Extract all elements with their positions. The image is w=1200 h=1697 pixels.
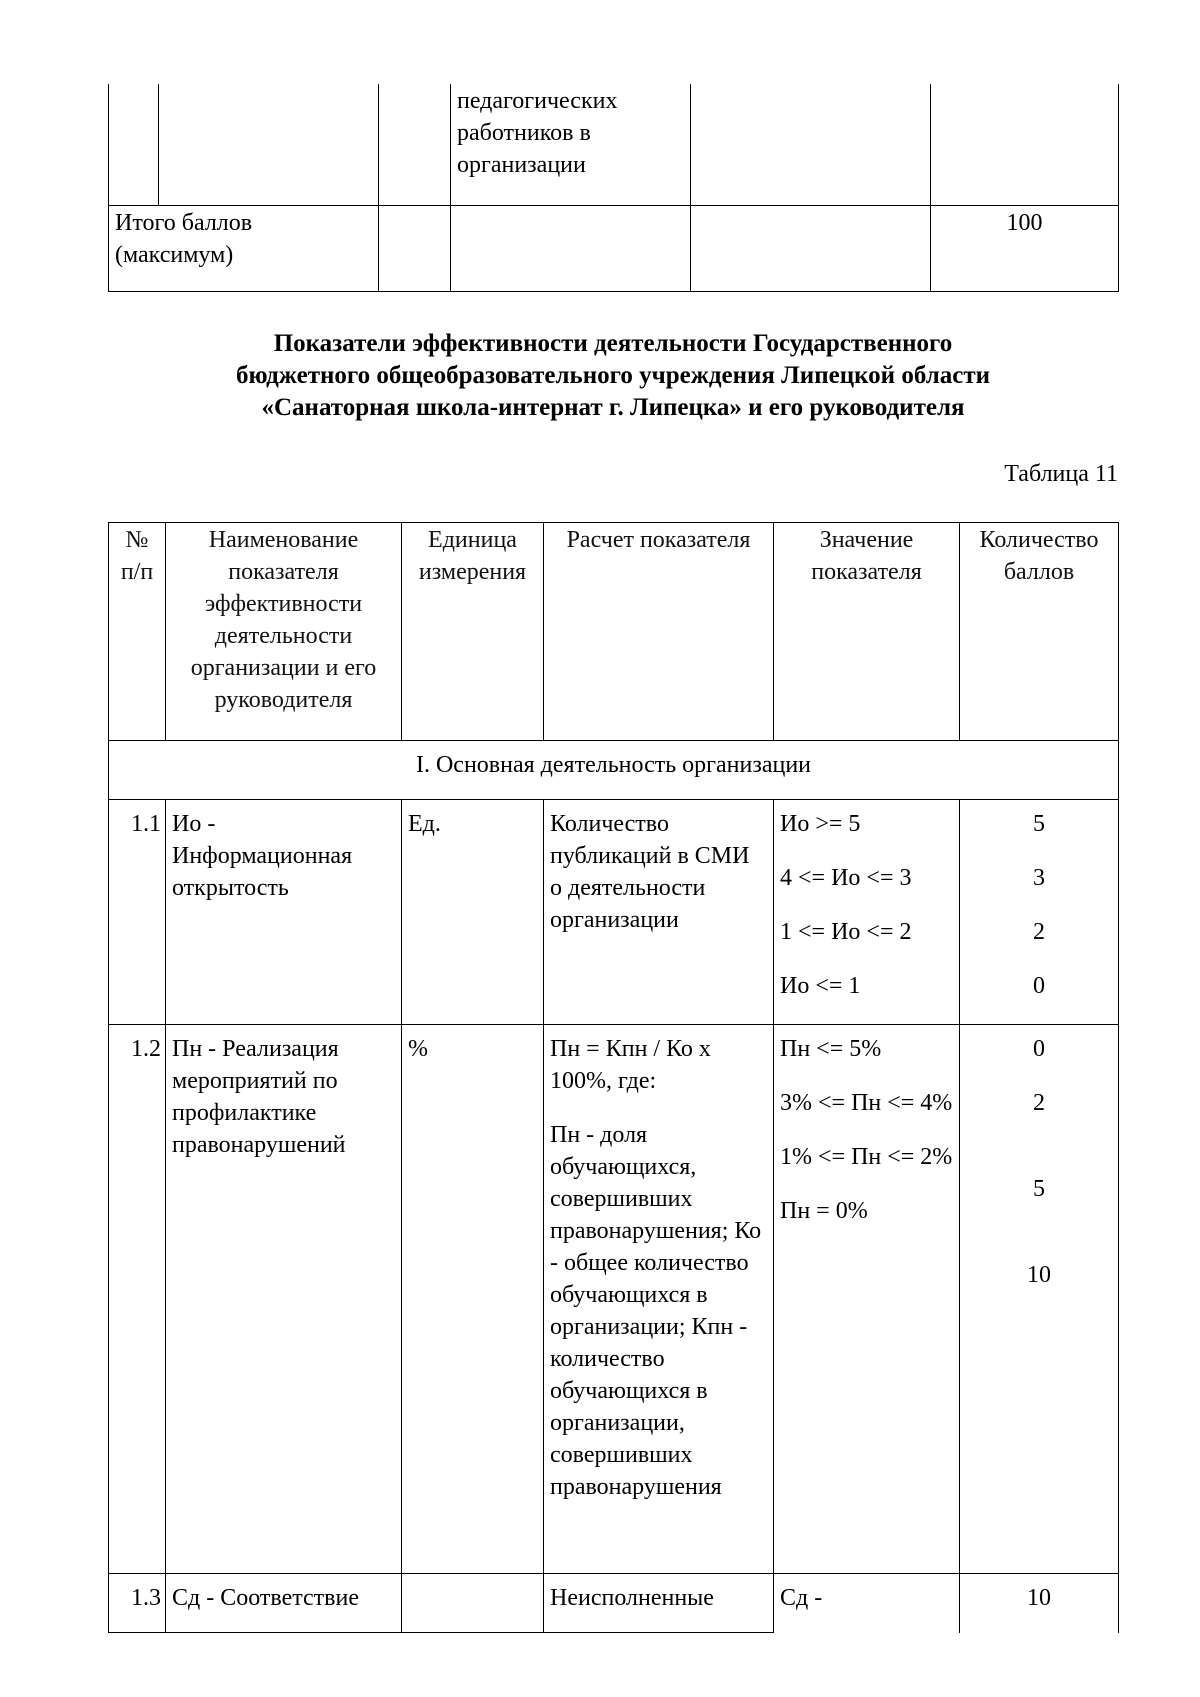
indicator-name: Ио - Информационная открытость [166, 800, 402, 1025]
value-cell [774, 1025, 960, 1574]
unit-cell: Ед. [402, 800, 544, 1025]
row-number: 1.1 [109, 800, 166, 1025]
section-title: I. Основная деятельность организации [109, 741, 1119, 800]
row-number: 1.3 [109, 1574, 166, 1633]
value-line: Ио >= 5 [780, 811, 861, 837]
previous-table-continuation [108, 84, 1119, 292]
calc-formula: Пн = Кпн / Ко x 100%, где: [550, 1036, 711, 1094]
points-line: 0 [1033, 973, 1045, 999]
value-line: 4 <= Ио <= 3 [780, 865, 912, 891]
header-name: Наименование показателя эффективности деятельности организации и его руководителя [166, 523, 402, 741]
table-header-row [109, 523, 1119, 741]
indicator-name: Пн - Реализация мероприятий по профилактике правонарушений [166, 1025, 402, 1574]
points-line: 0 [1033, 1036, 1045, 1062]
value-cell: Сд - [774, 1574, 960, 1633]
points-line: 2 [1033, 919, 1045, 945]
header-calc: Расчет показателя [544, 523, 774, 741]
indicators-table [108, 522, 1119, 1633]
heading-line: бюджетного общеобразовательного учреждения Липецкой области [235, 362, 991, 389]
header-num: № п/п [109, 523, 166, 741]
document-heading [108, 328, 1118, 424]
unit-cell [402, 1574, 544, 1633]
table-cell [379, 84, 451, 206]
header-unit: Единица измерения [402, 523, 544, 741]
heading-line: «Санаторная школа-интернат г. Липецка» и его руководителя [261, 394, 965, 421]
table-row [109, 1574, 1119, 1633]
points-cell [960, 800, 1119, 1025]
header-value: Значение показателя [774, 523, 960, 741]
value-line: 1 <= Ио <= 2 [780, 919, 912, 945]
points-line: 5 [1033, 1176, 1045, 1202]
points-cell: 10 [960, 1574, 1119, 1633]
table-cell [159, 84, 379, 206]
value-line: Ио <= 1 [780, 973, 861, 999]
table-cell [109, 84, 159, 206]
value-line: Пн = 0% [780, 1198, 868, 1224]
calc-cell: Неисполненные [544, 1574, 774, 1633]
table-cell [691, 84, 931, 206]
points-cell [960, 1025, 1119, 1574]
points-line: 10 [1027, 1262, 1051, 1288]
calc-cell: Количество публикаций в СМИ о деятельности организации [544, 800, 774, 1025]
unit-cell: % [402, 1025, 544, 1574]
table-row [109, 84, 1119, 206]
value-line: Пн <= 5% [780, 1036, 882, 1062]
table-cell [379, 206, 451, 292]
value-line: 3% <= Пн <= 4% [780, 1090, 953, 1116]
calc-cell [544, 1025, 774, 1574]
points-line: 3 [1033, 865, 1045, 891]
value-cell [774, 800, 960, 1025]
total-points: 100 [931, 206, 1119, 292]
header-points: Количество баллов [960, 523, 1119, 741]
table-row [109, 1025, 1119, 1574]
spacer [550, 1097, 767, 1119]
table-row [109, 800, 1119, 1025]
table-cell [691, 206, 931, 292]
table-cell [931, 84, 1119, 206]
calc-description: Пн - доля обучающихся, совершивших правонарушения; Ко - общее количество обучающихся в организации; Кпн - количество обучающихся в организации, совершивших правонарушения [550, 1122, 762, 1500]
table-cell [451, 206, 691, 292]
points-line: 2 [1033, 1090, 1045, 1116]
table-number-label: Таблица 11 [1004, 461, 1118, 487]
row-number: 1.2 [109, 1025, 166, 1574]
heading-line: Показатели эффективности деятельности Государственного [273, 330, 953, 357]
total-label: Итого баллов (максимум) [109, 206, 379, 292]
points-line: 5 [1033, 811, 1045, 837]
section-row [109, 741, 1119, 800]
table-row-total [109, 206, 1119, 292]
indicator-name: Сд - Соответствие [166, 1574, 402, 1633]
calc-cell: педагогических работников в организации [451, 84, 691, 206]
value-line: 1% <= Пн <= 2% [780, 1144, 953, 1170]
